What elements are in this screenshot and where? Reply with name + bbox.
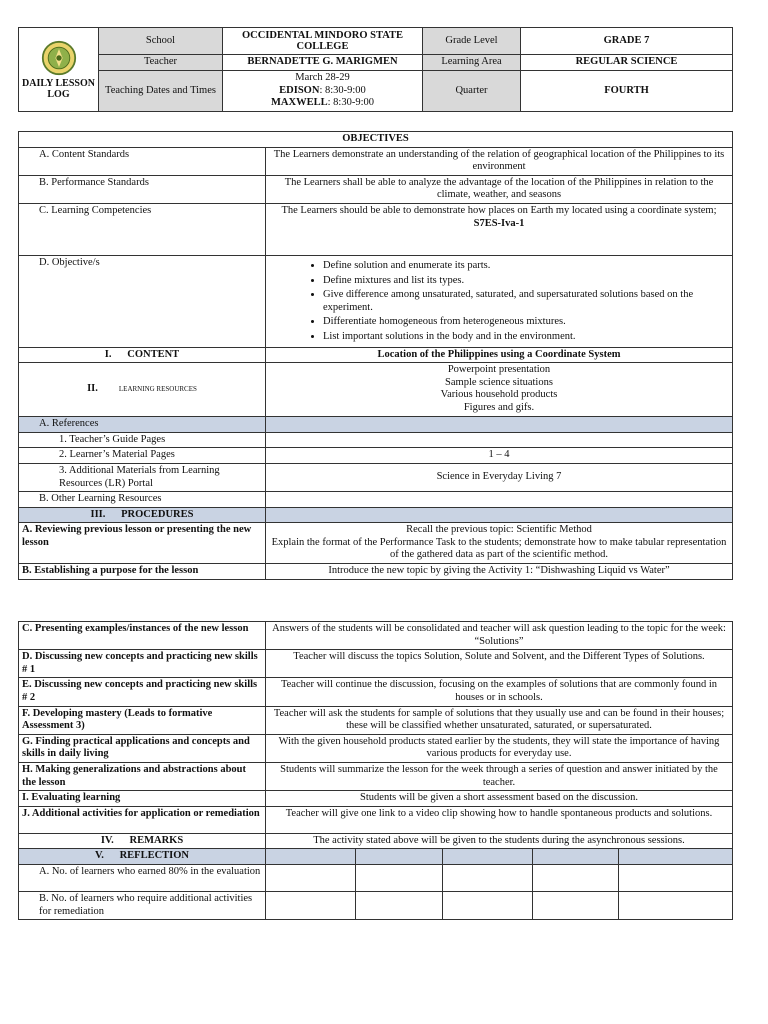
logo-cell bbox=[19, 28, 99, 112]
procedure-g-label: G. Finding practical applications and concepts and skills in daily living bbox=[19, 734, 266, 762]
procedures-heading: III. PROCEDURES bbox=[19, 507, 266, 523]
procedure-h-text: Students will summarize the lesson for the week through a series of question and answer initiated by the teacher. bbox=[266, 762, 733, 790]
procedure-a-text-1: Recall the previous topic: Scientific Method bbox=[406, 524, 592, 536]
procedure-a-text-2: Explain the format of the Performance Task to the students; demonstrate how to make tabular representation of the gathered data as part of the scientific method. bbox=[271, 536, 727, 561]
performance-standards-label: B. Performance Standards bbox=[19, 175, 266, 203]
remarks-text: The activity stated above will be given to the students during the asynchronous sessions. bbox=[266, 833, 733, 849]
other-resources-value bbox=[266, 492, 733, 508]
content-section-label: I. CONTENT bbox=[19, 347, 266, 363]
procedure-f-label: F. Developing mastery (Leads to formative Assessment 3) bbox=[19, 706, 266, 734]
procedure-j-text: Teacher will give one link to a video clip showing how to handle spontaneous products and solutions. bbox=[266, 806, 733, 833]
procedure-c-label: C. Presenting examples/instances of the new lesson bbox=[19, 622, 266, 650]
learning-competencies-text: The Learners should be able to demonstrate how places on Earth my located using a coordinate system; bbox=[281, 204, 717, 216]
teachers-guide-value bbox=[266, 432, 733, 448]
teacher-label: Teacher bbox=[99, 55, 223, 71]
list-item: • Differentiate homogeneous from heterogeneous mixtures. bbox=[323, 316, 729, 329]
teachers-guide-label: 1. Teacher’s Guide Pages bbox=[19, 432, 266, 448]
list-item: Powerpoint presentation bbox=[447, 364, 551, 376]
learning-resources-label bbox=[19, 363, 266, 417]
list-item: Various household products bbox=[440, 389, 558, 401]
reflection-b-label: B. No. of learners who require additional activities for remediation bbox=[19, 891, 266, 919]
procedure-a-cell bbox=[266, 523, 733, 564]
reflection-blank-cell bbox=[356, 849, 443, 865]
learning-area-value: REGULAR SCIENCE bbox=[521, 55, 733, 71]
objectives-list-cell bbox=[266, 255, 733, 347]
procedure-i-text: Students will be given a short assessment based on the discussion. bbox=[266, 791, 733, 807]
reflection-b-cell bbox=[619, 891, 733, 919]
maxwell-label: MAXWELL bbox=[271, 97, 328, 109]
reflection-a-cell bbox=[266, 864, 356, 891]
learning-resources-text: LEARNING RESOURCES bbox=[118, 385, 197, 394]
list-item: • Define solution and enumerate its parts. bbox=[323, 260, 729, 273]
procedure-e-text: Teacher will continue the discussion, focusing on the examples of solutions that are commonly found in houses or in schools. bbox=[266, 678, 733, 706]
reflection-a-cell bbox=[443, 864, 533, 891]
learners-material-label: 2. Learner’s Material Pages bbox=[19, 448, 266, 464]
competency-code: S7ES-Iva-1 bbox=[473, 217, 525, 229]
lesson-table-page-1 bbox=[18, 131, 733, 580]
reflection-b-cell bbox=[266, 891, 356, 919]
teacher-value: BERNADETTE G. MARIGMEN bbox=[223, 55, 423, 71]
maxwell-time: : 8:30-9:00 bbox=[327, 97, 374, 109]
edison-schedule bbox=[226, 85, 419, 98]
other-resources-label: B. Other Learning Resources bbox=[19, 492, 266, 508]
teaching-date: March 28-29 bbox=[295, 72, 350, 83]
references-label: A. References bbox=[19, 417, 266, 433]
lesson-table-page-2 bbox=[18, 621, 733, 920]
grade-level-label: Grade Level bbox=[423, 28, 521, 55]
school-label: School bbox=[99, 28, 223, 55]
learning-competencies-cell bbox=[266, 203, 733, 255]
procedure-d-label: D. Discussing new concepts and practicing new skills # 1 bbox=[19, 650, 266, 678]
grade-level-value: GRADE 7 bbox=[521, 28, 733, 55]
list-item: • Define mixtures and list its types. bbox=[323, 275, 729, 288]
list-item: Sample science situations bbox=[445, 376, 553, 388]
procedure-i-label: I. Evaluating learning bbox=[19, 791, 266, 807]
references-value bbox=[266, 417, 733, 433]
reflection-a-cell bbox=[533, 864, 619, 891]
procedure-e-label: E. Discussing new concepts and practicing new skills # 2 bbox=[19, 678, 266, 706]
reflection-label: V. REFLECTION bbox=[19, 849, 266, 865]
reflection-blank-cell bbox=[533, 849, 619, 865]
content-section-value: Location of the Philippines using a Coordinate System bbox=[266, 347, 733, 363]
procedure-h-label: H. Making generalizations and abstractions about the lesson bbox=[19, 762, 266, 790]
reflection-blank-cell bbox=[619, 849, 733, 865]
remarks-label: IV. REMARKS bbox=[19, 833, 266, 849]
lr-portal-value: Science in Everyday Living 7 bbox=[266, 463, 733, 491]
reflection-a-label: A. No. of learners who earned 80% in the evaluation bbox=[19, 864, 266, 891]
list-item: Figures and gifs. bbox=[463, 401, 535, 413]
reflection-blank-cell bbox=[443, 849, 533, 865]
edison-time: : 8:30-9:00 bbox=[319, 84, 366, 96]
procedure-c-text: Answers of the students will be consolidated and teacher will ask question leading to the topic for the week: “Solutions” bbox=[266, 622, 733, 650]
school-value: OCCIDENTAL MINDORO STATE COLLEGE bbox=[223, 28, 423, 55]
procedure-a-label: A. Reviewing previous lesson or presenting the new lesson bbox=[19, 523, 266, 564]
maxwell-schedule bbox=[226, 97, 419, 110]
quarter-value: FOURTH bbox=[521, 71, 733, 112]
learning-resources-number: II. bbox=[87, 383, 98, 395]
procedure-b-label: B. Establishing a purpose for the lesson bbox=[19, 564, 266, 580]
edison-label: EDISON bbox=[279, 84, 320, 96]
teaching-dates-value bbox=[223, 71, 423, 112]
reflection-a-cell bbox=[619, 864, 733, 891]
content-standards-label: A. Content Standards bbox=[19, 147, 266, 175]
learning-resources-list bbox=[266, 363, 733, 417]
reflection-b-cell bbox=[443, 891, 533, 919]
daily-lesson-log-title: DAILY LESSON LOG bbox=[22, 78, 95, 101]
quarter-label: Quarter bbox=[423, 71, 521, 112]
objectives-list bbox=[269, 260, 729, 344]
reflection-blank-cell bbox=[266, 849, 356, 865]
school-seal-icon bbox=[41, 40, 77, 76]
content-standards-text: The Learners demonstrate an understanding of the relation of geographical location of the Philippines to its environment bbox=[266, 147, 733, 175]
reflection-b-cell bbox=[356, 891, 443, 919]
reflection-a-cell bbox=[356, 864, 443, 891]
procedure-f-text: Teacher will ask the students for sample of solutions that they usually use and can be found in their houses; these will be classified whether unsaturated, saturated, or supersaturated. bbox=[266, 706, 733, 734]
procedures-heading-blank bbox=[266, 507, 733, 523]
lr-portal-label: 3. Additional Materials from Learning Resources (LR) Portal bbox=[19, 463, 266, 491]
learners-material-value: 1 – 4 bbox=[266, 448, 733, 464]
learning-competencies-label: C. Learning Competencies bbox=[19, 203, 266, 255]
objectives-label: D. Objective/s bbox=[19, 255, 266, 347]
header-table bbox=[18, 27, 733, 112]
procedure-g-text: With the given household products stated earlier by the students, they will state the importance of having various products for everyday use. bbox=[266, 734, 733, 762]
procedure-b-text: Introduce the new topic by giving the Activity 1: “Dishwashing Liquid vs Water” bbox=[266, 564, 733, 580]
learning-area-label: Learning Area bbox=[423, 55, 521, 71]
list-item: • Give difference among unsaturated, saturated, and supersaturated solutions based on the experiment. bbox=[323, 289, 729, 314]
procedure-d-text: Teacher will discuss the topics Solution, Solute and Solvent, and the Different Types of Solutions. bbox=[266, 650, 733, 678]
list-item: • List important solutions in the body and in the environment. bbox=[323, 331, 729, 344]
performance-standards-text: The Learners shall be able to analyze the advantage of the location of the Philippines in relation to the climate, weather, and seasons bbox=[266, 175, 733, 203]
objectives-heading: OBJECTIVES bbox=[19, 132, 733, 148]
procedure-j-label: J. Additional activities for application or remediation bbox=[19, 806, 266, 833]
reflection-b-cell bbox=[533, 891, 619, 919]
teaching-dates-label: Teaching Dates and Times bbox=[99, 71, 223, 112]
